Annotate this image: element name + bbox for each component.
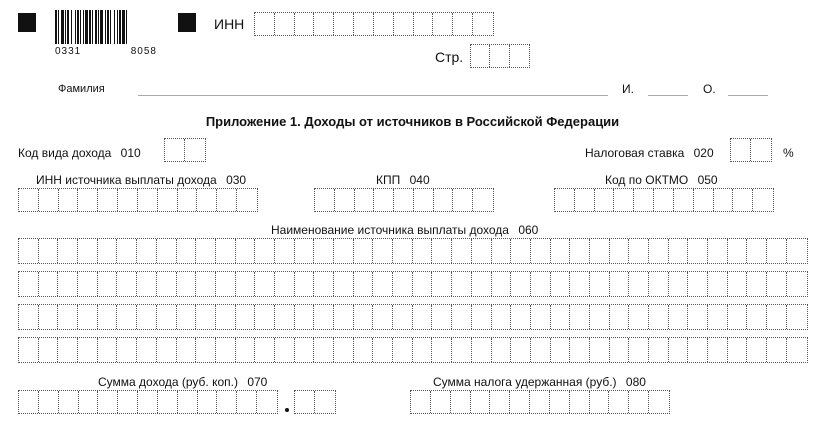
input-cell[interactable]	[78, 338, 98, 362]
input-cell[interactable]	[19, 272, 39, 296]
input-cell[interactable]	[550, 391, 570, 413]
kpp-code: 040	[409, 173, 430, 187]
input-cell[interactable]	[334, 239, 354, 263]
input-cell[interactable]	[196, 272, 216, 296]
source-name-field-row-1[interactable]	[18, 238, 808, 264]
input-cell[interactable]	[414, 13, 434, 35]
input-cell[interactable]	[196, 338, 216, 362]
income-type-field[interactable]	[164, 138, 206, 162]
input-cell[interactable]	[555, 189, 575, 211]
input-cell[interactable]	[98, 391, 118, 413]
input-cell[interactable]	[295, 13, 315, 35]
input-cell[interactable]	[58, 272, 78, 296]
percent-sign: %	[783, 146, 794, 160]
input-cell[interactable]	[118, 391, 138, 413]
input-cell[interactable]	[315, 391, 335, 413]
input-cell[interactable]	[649, 305, 669, 329]
oktmo-label	[605, 173, 718, 187]
oktmo-label-text: Код по ОКТМО	[605, 173, 689, 187]
inn-field[interactable]	[254, 12, 494, 36]
tax-rate-code: 020	[693, 146, 714, 160]
input-cell[interactable]	[413, 239, 433, 263]
barcode-bars	[55, 10, 157, 44]
input-cell[interactable]	[78, 272, 98, 296]
input-cell[interactable]	[39, 305, 59, 329]
input-cell[interactable]	[117, 305, 137, 329]
input-cell[interactable]	[610, 239, 630, 263]
input-cell[interactable]	[137, 239, 157, 263]
inn-label: ИНН	[214, 16, 245, 32]
input-cell[interactable]	[473, 13, 493, 35]
input-cell[interactable]	[275, 272, 295, 296]
input-cell[interactable]	[629, 272, 649, 296]
input-cell[interactable]	[431, 391, 451, 413]
input-cell[interactable]	[688, 272, 708, 296]
input-cell[interactable]	[669, 239, 689, 263]
input-cell[interactable]	[714, 189, 734, 211]
input-cell[interactable]	[158, 189, 178, 211]
source-name-code: 060	[518, 223, 539, 237]
input-cell[interactable]	[373, 305, 393, 329]
income-sum-label	[98, 375, 267, 389]
input-cell[interactable]	[354, 239, 374, 263]
input-cell[interactable]	[767, 338, 787, 362]
input-cell[interactable]	[747, 338, 767, 362]
source-name-field-row-2[interactable]	[18, 271, 808, 297]
input-cell[interactable]	[295, 391, 315, 413]
input-cell[interactable]	[217, 189, 237, 211]
input-cell[interactable]	[157, 305, 177, 329]
alignment-marker-left	[18, 13, 36, 32]
input-cell[interactable]	[492, 272, 512, 296]
input-cell[interactable]	[78, 305, 98, 329]
input-cell[interactable]	[708, 239, 728, 263]
input-cell[interactable]	[411, 391, 431, 413]
input-cell[interactable]	[236, 272, 256, 296]
input-cell[interactable]	[634, 189, 654, 211]
oktmo-field[interactable]	[554, 188, 774, 212]
tax-withheld-label	[433, 375, 646, 389]
input-cell[interactable]	[157, 239, 177, 263]
source-inn-code: 030	[226, 173, 247, 187]
input-cell[interactable]	[530, 391, 550, 413]
input-cell[interactable]	[177, 338, 197, 362]
input-cell[interactable]	[610, 272, 630, 296]
input-cell[interactable]	[137, 338, 157, 362]
input-cell[interactable]	[137, 305, 157, 329]
input-cell[interactable]	[432, 272, 452, 296]
input-cell[interactable]	[610, 338, 630, 362]
input-cell[interactable]	[453, 13, 473, 35]
input-cell[interactable]	[78, 189, 98, 211]
input-cell[interactable]	[767, 239, 787, 263]
input-cell[interactable]	[216, 338, 236, 362]
input-cell[interactable]	[472, 305, 492, 329]
input-cell[interactable]	[433, 13, 453, 35]
input-cell[interactable]	[531, 239, 551, 263]
income-type-label-text: Код вида дохода	[18, 146, 112, 160]
income-sum-label-text: Сумма дохода (руб. коп.)	[98, 375, 238, 389]
input-cell[interactable]	[629, 338, 649, 362]
input-cell[interactable]	[570, 239, 590, 263]
alignment-marker-right	[178, 13, 196, 32]
input-cell[interactable]	[629, 391, 649, 413]
input-cell[interactable]	[393, 338, 413, 362]
name-initial-label: И.	[622, 82, 634, 96]
income-sum-kopecks-field[interactable]	[294, 390, 336, 414]
input-cell[interactable]	[374, 189, 394, 211]
input-cell[interactable]	[551, 239, 571, 263]
input-cell[interactable]	[787, 239, 807, 263]
input-cell[interactable]	[453, 189, 473, 211]
patronymic-initial-line[interactable]	[728, 95, 768, 96]
input-cell[interactable]	[610, 305, 630, 329]
input-cell[interactable]	[59, 391, 79, 413]
input-cell[interactable]	[177, 239, 197, 263]
input-cell[interactable]	[747, 239, 767, 263]
input-cell[interactable]	[157, 272, 177, 296]
tax-rate-field[interactable]	[730, 138, 772, 162]
input-cell[interactable]	[216, 305, 236, 329]
input-cell[interactable]	[275, 305, 295, 329]
input-cell[interactable]	[236, 338, 256, 362]
input-cell[interactable]	[767, 272, 787, 296]
input-cell[interactable]	[452, 338, 472, 362]
surname-label: Фамилия	[58, 83, 105, 95]
input-cell[interactable]	[472, 239, 492, 263]
input-cell[interactable]	[393, 272, 413, 296]
input-cell[interactable]	[257, 391, 277, 413]
kpp-label-text: КПП	[376, 173, 401, 187]
source-inn-label-text: ИНН источника выплаты дохода	[36, 173, 217, 187]
input-cell[interactable]	[255, 13, 275, 35]
input-cell[interactable]	[295, 338, 315, 362]
input-cell[interactable]	[19, 239, 39, 263]
source-name-field-row-3[interactable]	[18, 304, 808, 330]
tax-withheld-code: 080	[625, 375, 646, 389]
input-cell[interactable]	[511, 305, 531, 329]
tax-rate-label	[585, 146, 714, 160]
input-cell[interactable]	[451, 391, 471, 413]
oktmo-code: 050	[697, 173, 718, 187]
input-cell[interactable]	[688, 338, 708, 362]
input-cell[interactable]	[39, 338, 59, 362]
input-cell[interactable]	[335, 189, 355, 211]
input-cell[interactable]	[413, 305, 433, 329]
input-cell[interactable]	[751, 139, 771, 161]
input-cell[interactable]	[295, 239, 315, 263]
input-cell[interactable]	[355, 189, 375, 211]
input-cell[interactable]	[511, 338, 531, 362]
input-cell[interactable]	[178, 391, 198, 413]
input-cell[interactable]	[393, 305, 413, 329]
input-cell[interactable]	[59, 189, 79, 211]
input-cell[interactable]	[177, 272, 197, 296]
input-cell[interactable]	[590, 239, 610, 263]
input-cell[interactable]	[492, 305, 512, 329]
input-cell[interactable]	[747, 305, 767, 329]
input-cell[interactable]	[394, 189, 414, 211]
input-cell[interactable]	[452, 239, 472, 263]
input-cell[interactable]	[688, 305, 708, 329]
surname-line[interactable]	[138, 95, 608, 96]
input-cell[interactable]	[510, 391, 530, 413]
input-cell[interactable]	[728, 338, 748, 362]
input-cell[interactable]	[78, 239, 98, 263]
input-cell[interactable]	[79, 391, 99, 413]
input-cell[interactable]	[314, 239, 334, 263]
input-cell[interactable]	[767, 305, 787, 329]
input-cell[interactable]	[39, 239, 59, 263]
input-cell[interactable]	[374, 13, 394, 35]
input-cell[interactable]	[674, 189, 694, 211]
input-cell[interactable]	[728, 305, 748, 329]
input-cell[interactable]	[178, 189, 198, 211]
input-cell[interactable]	[708, 272, 728, 296]
input-cell[interactable]	[413, 272, 433, 296]
input-cell[interactable]	[255, 272, 275, 296]
input-cell[interactable]	[787, 272, 807, 296]
input-cell[interactable]	[197, 189, 217, 211]
input-cell[interactable]	[295, 305, 315, 329]
input-cell[interactable]	[731, 139, 751, 161]
input-cell[interactable]	[393, 239, 413, 263]
input-cell[interactable]	[551, 338, 571, 362]
input-cell[interactable]	[255, 338, 275, 362]
input-cell[interactable]	[39, 272, 59, 296]
input-cell[interactable]	[39, 189, 59, 211]
tax-rate-label-text: Налоговая ставка	[585, 146, 685, 160]
input-cell[interactable]	[590, 391, 610, 413]
input-cell[interactable]	[471, 391, 491, 413]
page-number-field[interactable]	[470, 44, 530, 68]
input-cell[interactable]	[314, 305, 334, 329]
input-cell[interactable]	[98, 338, 118, 362]
input-cell[interactable]	[255, 239, 275, 263]
input-cell[interactable]	[570, 305, 590, 329]
input-cell[interactable]	[728, 239, 748, 263]
barcode-number-left: 0331	[55, 46, 82, 57]
input-cell[interactable]	[315, 189, 335, 211]
input-cell[interactable]	[334, 13, 354, 35]
source-inn-label	[36, 173, 246, 187]
decimal-point	[285, 408, 289, 412]
name-initial-line[interactable]	[648, 95, 688, 96]
input-cell[interactable]	[236, 305, 256, 329]
input-cell[interactable]	[432, 239, 452, 263]
input-cell[interactable]	[471, 45, 490, 67]
income-sum-code: 070	[247, 375, 268, 389]
input-cell[interactable]	[590, 305, 610, 329]
input-cell[interactable]	[98, 272, 118, 296]
input-cell[interactable]	[629, 305, 649, 329]
page-label: Стр.	[435, 49, 464, 65]
tax-withheld-field[interactable]	[410, 390, 670, 414]
input-cell[interactable]	[373, 272, 393, 296]
input-cell[interactable]	[492, 239, 512, 263]
input-cell[interactable]	[354, 305, 374, 329]
source-name-field-row-4[interactable]	[18, 337, 808, 363]
input-cell[interactable]	[157, 338, 177, 362]
input-cell[interactable]	[649, 239, 669, 263]
input-cell[interactable]	[490, 391, 510, 413]
income-type-code: 010	[120, 146, 141, 160]
input-cell[interactable]	[595, 189, 615, 211]
input-cell[interactable]	[117, 272, 137, 296]
income-sum-rubles-field[interactable]	[18, 390, 278, 414]
input-cell[interactable]	[196, 305, 216, 329]
input-cell[interactable]	[165, 139, 185, 161]
input-cell[interactable]	[196, 239, 216, 263]
input-cell[interactable]	[654, 189, 674, 211]
input-cell[interactable]	[708, 305, 728, 329]
input-cell[interactable]	[472, 272, 492, 296]
input-cell[interactable]	[314, 272, 334, 296]
input-cell[interactable]	[531, 305, 551, 329]
income-type-label	[18, 146, 141, 160]
input-cell[interactable]	[434, 189, 454, 211]
input-cell[interactable]	[753, 189, 773, 211]
input-cell[interactable]	[492, 338, 512, 362]
input-cell[interactable]	[373, 338, 393, 362]
input-cell[interactable]	[511, 272, 531, 296]
section-title: Приложение 1. Доходы от источников в Российской Федерации	[205, 114, 620, 129]
input-cell[interactable]	[117, 338, 137, 362]
input-cell[interactable]	[314, 338, 334, 362]
input-cell[interactable]	[649, 272, 669, 296]
input-cell[interactable]	[511, 239, 531, 263]
input-cell[interactable]	[98, 239, 118, 263]
input-cell[interactable]	[609, 391, 629, 413]
input-cell[interactable]	[19, 305, 39, 329]
input-cell[interactable]	[19, 189, 39, 211]
input-cell[interactable]	[334, 305, 354, 329]
kpp-label	[376, 173, 430, 187]
input-cell[interactable]	[590, 272, 610, 296]
input-cell[interactable]	[590, 338, 610, 362]
input-cell[interactable]	[414, 189, 434, 211]
input-cell[interactable]	[334, 338, 354, 362]
input-cell[interactable]	[138, 391, 158, 413]
input-cell[interactable]	[198, 391, 218, 413]
input-cell[interactable]	[19, 391, 39, 413]
input-cell[interactable]	[394, 13, 414, 35]
input-cell[interactable]	[177, 305, 197, 329]
input-cell[interactable]	[473, 189, 493, 211]
input-cell[interactable]	[787, 338, 807, 362]
input-cell[interactable]	[669, 338, 689, 362]
input-cell[interactable]	[98, 305, 118, 329]
input-cell[interactable]	[688, 239, 708, 263]
source-name-label	[271, 223, 538, 237]
input-cell[interactable]	[275, 13, 295, 35]
input-cell[interactable]	[314, 13, 334, 35]
patronymic-initial-label: О.	[703, 82, 716, 96]
tax-withheld-label-text: Сумма налога удержанная (руб.)	[433, 375, 617, 389]
input-cell[interactable]	[747, 272, 767, 296]
input-cell[interactable]	[354, 338, 374, 362]
input-cell[interactable]	[733, 189, 753, 211]
input-cell[interactable]	[137, 272, 157, 296]
input-cell[interactable]	[413, 338, 433, 362]
input-cell[interactable]	[551, 305, 571, 329]
input-cell[interactable]	[354, 13, 374, 35]
barcode	[55, 10, 157, 57]
input-cell[interactable]	[19, 338, 39, 362]
input-cell[interactable]	[490, 45, 509, 67]
input-cell[interactable]	[728, 272, 748, 296]
input-cell[interactable]	[432, 305, 452, 329]
input-cell[interactable]	[185, 139, 205, 161]
input-cell[interactable]	[531, 338, 551, 362]
input-cell[interactable]	[158, 391, 178, 413]
input-cell[interactable]	[334, 272, 354, 296]
input-cell[interactable]	[629, 239, 649, 263]
input-cell[interactable]	[295, 272, 315, 296]
input-cell[interactable]	[39, 391, 59, 413]
input-cell[interactable]	[510, 45, 529, 67]
input-cell[interactable]	[708, 338, 728, 362]
input-cell[interactable]	[649, 391, 669, 413]
input-cell[interactable]	[237, 189, 257, 211]
input-cell[interactable]	[570, 272, 590, 296]
source-name-label-text: Наименование источника выплаты дохода	[271, 223, 509, 237]
input-cell[interactable]	[551, 272, 571, 296]
input-cell[interactable]	[58, 305, 78, 329]
input-cell[interactable]	[275, 338, 295, 362]
input-cell[interactable]	[118, 189, 138, 211]
input-cell[interactable]	[255, 305, 275, 329]
input-cell[interactable]	[570, 338, 590, 362]
input-cell[interactable]	[217, 391, 237, 413]
input-cell[interactable]	[138, 189, 158, 211]
input-cell[interactable]	[787, 305, 807, 329]
input-cell[interactable]	[117, 239, 137, 263]
input-cell[interactable]	[432, 338, 452, 362]
input-cell[interactable]	[649, 338, 669, 362]
input-cell[interactable]	[531, 272, 551, 296]
kpp-field[interactable]	[314, 188, 494, 212]
barcode-stripe	[127, 10, 129, 44]
input-cell[interactable]	[216, 239, 236, 263]
input-cell[interactable]	[570, 391, 590, 413]
input-cell[interactable]	[373, 239, 393, 263]
input-cell[interactable]	[236, 239, 256, 263]
input-cell[interactable]	[275, 239, 295, 263]
input-cell[interactable]	[472, 338, 492, 362]
input-cell[interactable]	[694, 189, 714, 211]
input-cell[interactable]	[575, 189, 595, 211]
input-cell[interactable]	[216, 272, 236, 296]
input-cell[interactable]	[452, 305, 472, 329]
input-cell[interactable]	[452, 272, 472, 296]
input-cell[interactable]	[669, 305, 689, 329]
barcode-number-right: 8058	[130, 46, 157, 57]
input-cell[interactable]	[614, 189, 634, 211]
input-cell[interactable]	[58, 338, 78, 362]
input-cell[interactable]	[669, 272, 689, 296]
source-inn-field[interactable]	[18, 188, 258, 212]
input-cell[interactable]	[354, 272, 374, 296]
input-cell[interactable]	[58, 239, 78, 263]
input-cell[interactable]	[237, 391, 257, 413]
input-cell[interactable]	[98, 189, 118, 211]
